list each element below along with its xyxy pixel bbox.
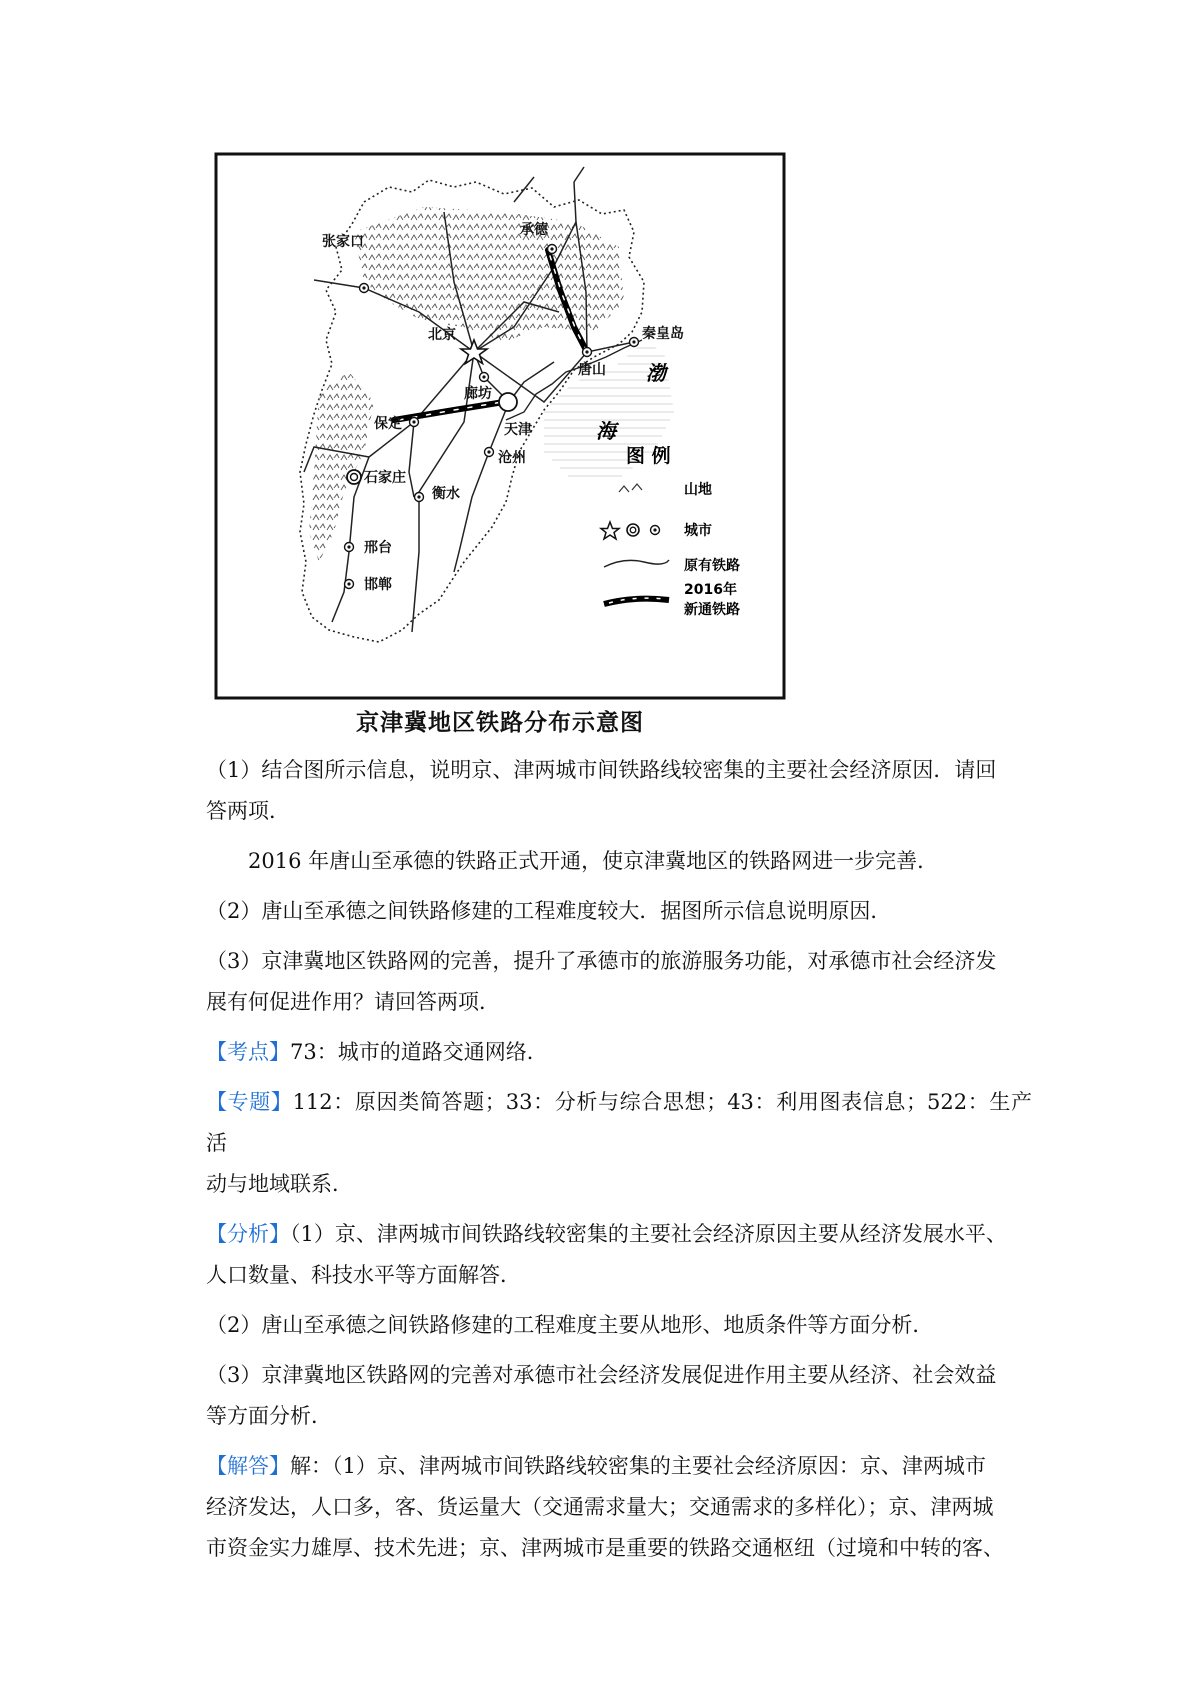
- map-figure: [214, 152, 786, 700]
- label-langfang: 廊坊: [464, 386, 492, 402]
- label-qinhuangdao: 秦皇岛: [642, 326, 684, 342]
- legend-old-rail-label: 原有铁路: [684, 558, 740, 574]
- label-xingtai: 邢台: [364, 540, 392, 556]
- kaodian-tag: 【考点】: [206, 1040, 290, 1064]
- question-3-line-2: 展有何促进作用？请回答两项．: [206, 990, 500, 1014]
- fenxi-tag: 【分析】: [206, 1222, 290, 1246]
- label-beijing: 北京: [428, 327, 456, 343]
- fenxi-line-2: 人口数量、科技水平等方面解答．: [206, 1263, 521, 1287]
- label-chengde: 承德: [520, 222, 548, 238]
- label-handan: 邯郸: [364, 577, 392, 593]
- fenxi-point-2: （2）唐山至承德之间铁路修建的工程难度主要从地形、地质条件等方面分析．: [206, 1313, 934, 1337]
- sea-label-hai: 海: [596, 419, 616, 443]
- kaodian-text: 73：城市的道路交通网络．: [290, 1040, 548, 1064]
- question-1-line-1: （1）结合图所示信息，说明京、津两城市间铁路线较密集的主要社会经济原因．请回: [206, 758, 997, 782]
- label-hengshui: 衡水: [432, 486, 460, 502]
- legend-title: 图 例: [626, 445, 671, 467]
- legend-new-rail-label: 新通铁路: [684, 602, 740, 618]
- zhuanti-section: [206, 1082, 1032, 1205]
- legend-city-label: 城市: [684, 523, 712, 539]
- zhuanti-line-2: 动与地域联系．: [206, 1172, 353, 1196]
- label-zhangjiakou: 张家口: [322, 234, 364, 250]
- label-shijiazhuang: 石家庄: [364, 470, 406, 486]
- fenxi-point-3-line-2: 等方面分析．: [206, 1404, 332, 1428]
- kaodian-section: [206, 1032, 1032, 1073]
- fenxi-point-3: [206, 1355, 1032, 1437]
- railway-map: [214, 152, 786, 700]
- sea-label-bo: 渤: [646, 361, 666, 385]
- jieda-section: [206, 1446, 1032, 1569]
- map-caption: 京津冀地区铁路分布示意图: [356, 710, 644, 736]
- fenxi-point-3-line-1: （3）京津冀地区铁路网的完善对承德市社会经济发展促进作用主要从经济、社会效益: [206, 1363, 997, 1387]
- question-3-line-1: （3）京津冀地区铁路网的完善，提升了承德市的旅游服务功能，对承德市社会经济发: [206, 949, 997, 973]
- label-baoding: 保定: [374, 416, 402, 432]
- zhuanti-line-1: 112：原因类简答题；33：分析与综合思想；43：利用图表信息；522：生产活: [206, 1090, 1033, 1155]
- legend-mountain-label: 山地: [684, 482, 712, 498]
- question-1-line-2: 答两项．: [206, 799, 290, 823]
- jieda-line-2: 经济发达，人口多，客、货运量大（交通需求量大；交通需求的多样化）；京、津两城: [206, 1495, 994, 1519]
- jieda-line-1: 解：（1）京、津两城市间铁路线较密集的主要社会经济原因：京、津两城市: [290, 1454, 986, 1478]
- legend-new-rail-year: 2016年: [684, 582, 737, 598]
- label-tianjin: 天津: [504, 422, 532, 438]
- question-1: [206, 750, 1032, 832]
- label-tangshan: 唐山: [578, 362, 606, 378]
- label-cangzhou: 沧州: [498, 450, 526, 466]
- intro-paragraph: 2016 年唐山至承德的铁路正式开通，使京津冀地区的铁路网进一步完善．: [248, 849, 939, 873]
- tianjin-city-icon: [499, 393, 517, 411]
- question-2: （2）唐山至承德之间铁路修建的工程难度较大．据图所示信息说明原因．: [206, 899, 892, 923]
- fenxi-line-1: （1）京、津两城市间铁路线较密集的主要社会经济原因主要从经济发展水平、: [290, 1222, 1007, 1246]
- fenxi-section: [206, 1214, 1032, 1296]
- zhuanti-tag: 【专题】: [206, 1090, 293, 1114]
- jieda-tag: 【解答】: [206, 1454, 290, 1478]
- question-3: [206, 941, 1032, 1023]
- jieda-line-3: 市资金实力雄厚、技术先进；京、津两城市是重要的铁路交通枢纽（过境和中转的客、: [206, 1536, 1004, 1560]
- document-body: [206, 750, 1032, 1569]
